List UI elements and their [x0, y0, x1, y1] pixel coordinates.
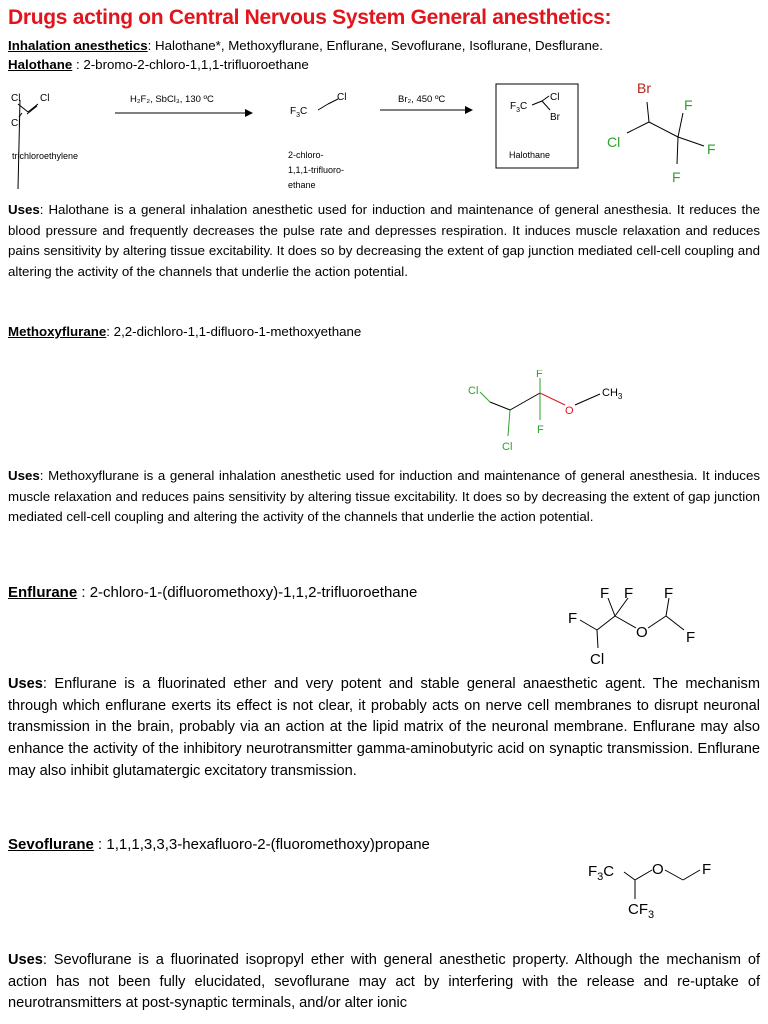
- subscript-3: 3: [597, 871, 604, 883]
- enflurane-heading: [8, 584, 417, 601]
- svg-text:F3C: [290, 106, 307, 119]
- sevoflurane-iupac: : 1,1,1,3,3,3-hexafluoro-2-(fluoromethoxy)propane: [93, 836, 430, 853]
- sevoflurane-uses: [8, 950, 760, 1015]
- atom-f: F: [537, 424, 544, 436]
- svg-text:F3C: [588, 863, 614, 883]
- atom-o: O: [636, 624, 648, 641]
- atom-br: Br: [637, 80, 651, 96]
- uses-label: Uses: [8, 202, 40, 217]
- atom-cl: Cl: [502, 441, 513, 453]
- atom-c: C: [603, 863, 615, 880]
- page-title: Drugs acting on Central Nervous System General anesthetics:: [8, 6, 612, 29]
- halothane-name: Halothane: [8, 57, 73, 72]
- subscript-3: 3: [516, 107, 521, 114]
- atom-f: F: [702, 861, 712, 878]
- atom-cl: Cl: [40, 93, 50, 104]
- atom-f: F: [290, 106, 297, 117]
- enflurane-uses: [8, 674, 760, 783]
- atom-cf: CF: [628, 901, 648, 918]
- atom-f: F: [510, 101, 517, 112]
- uses-label: Uses: [8, 468, 40, 483]
- halothane-heading: [8, 57, 309, 72]
- uses-label: Uses: [8, 676, 43, 692]
- halothane-synthesis-scheme: [0, 80, 768, 198]
- atom-cl: Cl: [11, 118, 21, 129]
- halothane-uses: [8, 200, 760, 282]
- atom-o: O: [565, 405, 574, 417]
- reagent-2: Br₂, 450 ºC: [398, 94, 446, 105]
- reagent-1: H₂F₂, SbCl₃, 130 ºC: [130, 94, 214, 105]
- svg-text:CF3: [628, 901, 654, 921]
- uses-label: Uses: [8, 952, 43, 968]
- halothane-uses-text: : Halothane is a general inhalation anesthetic used for induction and maintenance of general anesthesia. It reduces the blood pressure and frequently decreases the pulse rate and depresses respiration. It induces muscle relaxation and reduces pains sensitivity by altering tissue excitability. It does so by decreasing the extent of gap junction mediated cell-cell coupling and altering the activity of the channels that underlie the action potential.: [8, 202, 760, 279]
- halothane-iupac: : 2-bromo-2-chloro-1,1,1-trifluoroethane: [72, 57, 309, 72]
- atom-cl: Cl: [550, 92, 560, 103]
- methoxyflurane-iupac: : 2,2-dichloro-1,1-difluoro-1-methoxyethane: [106, 324, 362, 339]
- sevoflurane-heading: [8, 836, 430, 853]
- atom-o: O: [652, 861, 664, 878]
- methoxyflurane-uses-text: : Methoxyflurane is a general inhalation anesthetic used for induction and maintenance of general anesthesia. It induces muscle relaxation and reduces pains sensitivity by altering tissue excitability. It does so by decreasing the extent of gap junction mediated cell-cell coupling and altering the activity of the channels that underlie the action potential.: [8, 468, 760, 524]
- enflurane-structure: [560, 578, 710, 670]
- halothane-box-label: Halothane: [509, 150, 551, 160]
- methoxyflurane-structure: [460, 370, 640, 460]
- methoxyflurane-heading: [8, 324, 361, 339]
- inhalation-line: [8, 38, 603, 53]
- atom-f: F: [707, 141, 716, 157]
- enflurane-iupac: : 2-chloro-1-(difluoromethoxy)-1,1,2-trifluoroethane: [77, 584, 418, 601]
- atom-f: F: [624, 585, 634, 602]
- atom-cl: Cl: [11, 93, 21, 104]
- sevoflurane-structure: [580, 852, 730, 928]
- methoxyflurane-uses: [8, 466, 760, 528]
- atom-f: F: [686, 629, 696, 646]
- atom-f: F: [600, 585, 610, 602]
- methoxyflurane-name: Methoxyflurane: [8, 324, 107, 339]
- atom-c: C: [300, 106, 308, 117]
- sevoflurane-uses-text: : Sevoflurane is a fluorinated isopropyl ether with general anesthetic property. Although the mechanism of action has not been fully elucidated, sevoflurane may act by interfering with the release and re-uptake of neurotransmitters at post-synaptic terminals, and/or alter ionic: [8, 952, 760, 1012]
- atom-br: Br: [550, 112, 560, 123]
- subscript-3: 3: [648, 909, 655, 921]
- enflurane-uses-text: : Enflurane is a fluorinated ether and very potent and stable general anaesthetic agent. The mechanism through which enflurane exerts its effect is not clear, it probably acts on nerve cell membranes to disrupt neuronal transmission in the brain, probably via an action at the lipid matrix of the neuronal membrane. Enflurane may also enhance the activity of the inhibitory neurotransmitter gamma-aminobutyric acid on synaptic transmission. Enflurane may also inhibit glutamatergic excitatory transmission.: [8, 676, 760, 779]
- mid-label-3: ethane: [288, 180, 316, 190]
- atom-c: C: [520, 101, 528, 112]
- enflurane-name: Enflurane: [8, 584, 78, 601]
- atom-f: F: [684, 97, 693, 113]
- svg-text:F3C: [510, 101, 527, 114]
- atom-f: F: [672, 169, 681, 185]
- atom-cl: Cl: [590, 651, 605, 668]
- inhalation-label: Inhalation anesthetics: [8, 38, 148, 53]
- atom-cl: Cl: [607, 134, 621, 150]
- subscript-3: 3: [296, 112, 301, 119]
- inhalation-list: : Halothane*, Methoxyflurane, Enflurane, Sevoflurane, Isoflurane, Desflurane.: [147, 38, 603, 53]
- atom-cl: Cl: [337, 92, 347, 103]
- trichloroethylene-label: trichloroethylene: [12, 151, 79, 161]
- atom-ch3: CH: [602, 387, 618, 399]
- sevoflurane-name: Sevoflurane: [8, 836, 94, 853]
- mid-label-2: 1,1,1-trifluoro-: [288, 165, 345, 175]
- atom-f: F: [536, 370, 543, 380]
- atom-f: F: [664, 585, 674, 602]
- mid-label-1: 2-chloro-: [288, 150, 324, 160]
- atom-cl: Cl: [468, 385, 479, 397]
- atom-f: F: [568, 610, 578, 627]
- svg-text:CH3: [602, 387, 623, 401]
- subscript-3: 3: [617, 392, 623, 401]
- atom-f: F: [588, 863, 598, 880]
